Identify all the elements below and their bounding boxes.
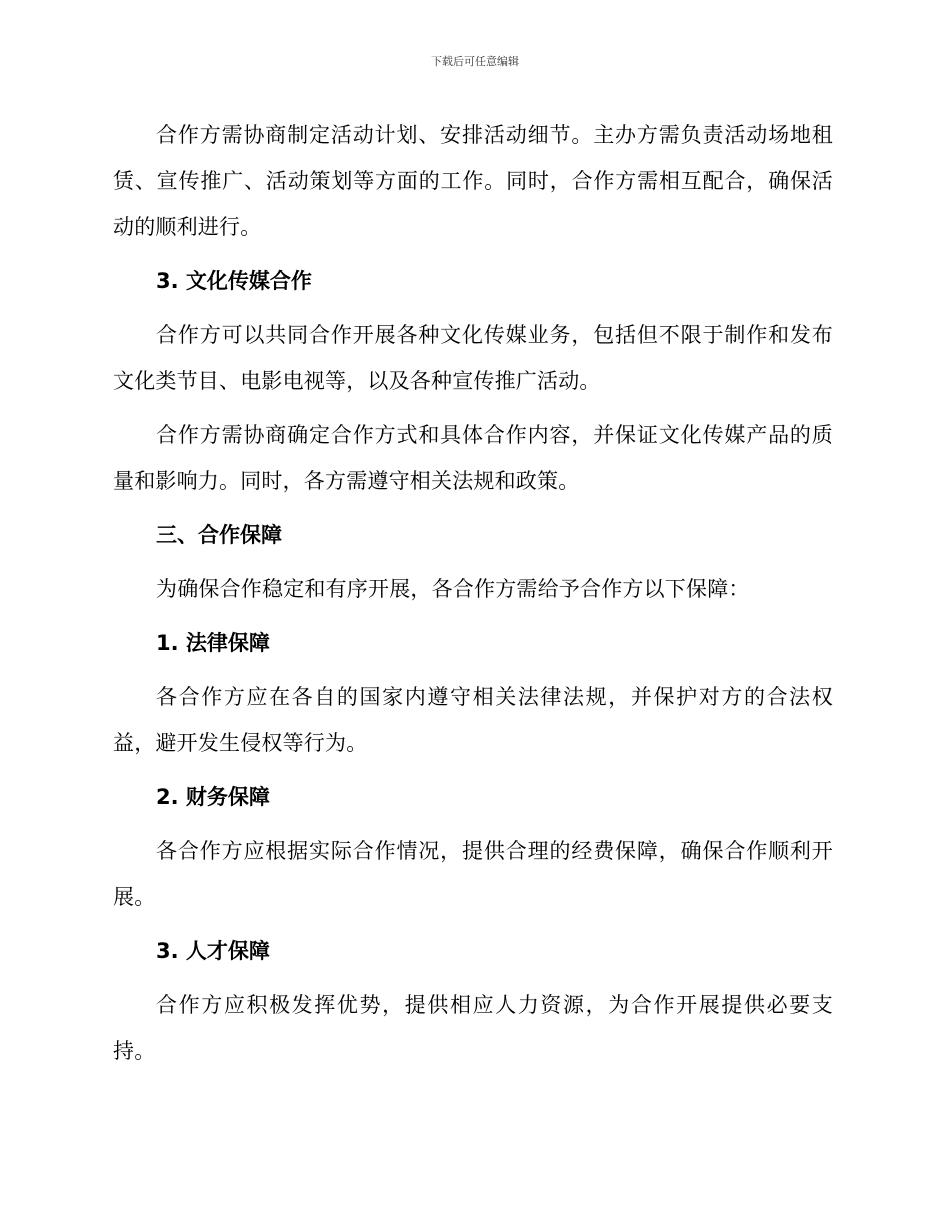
document-body bbox=[113, 112, 833, 1082]
paragraph-activity-planning: 合作方需协商制定活动计划、安排活动细节。主办方需负责活动场地租赁、宣传推广、活动策划等方面的工作。同时，合作方需相互配合，确保活动的顺利进行。 bbox=[113, 123, 833, 239]
heading-finance-guarantee: 2. 财务保障 bbox=[156, 785, 270, 809]
paragraph-legal-guarantee: 各合作方应在各自的国家内遵守相关法律法规，并保护对方的合法权益，避开发生侵权等行为。 bbox=[113, 685, 833, 755]
paragraph-guarantee-intro: 为确保合作稳定和有序开展，各合作方需给予合作方以下保障： bbox=[156, 577, 750, 601]
heading-legal-guarantee: 1. 法律保障 bbox=[156, 631, 270, 655]
paragraph-culture-media-quality: 合作方需协商确定合作方式和具体合作内容，并保证文化传媒产品的质量和影响力。同时，各方需遵守相关法规和政策。 bbox=[113, 423, 833, 493]
heading-culture-media: 3. 文化传媒合作 bbox=[156, 269, 312, 293]
heading-talent-guarantee: 3. 人才保障 bbox=[156, 939, 270, 963]
paragraph-culture-media-business: 合作方可以共同合作开展各种文化传媒业务，包括但不限于制作和发布文化类节目、电影电视等，以及各种宣传推广活动。 bbox=[113, 323, 833, 393]
paragraph-finance-guarantee: 各合作方应根据实际合作情况，提供合理的经费保障，确保合作顺利开展。 bbox=[113, 839, 833, 909]
paragraph-talent-guarantee: 合作方应积极发挥优势，提供相应人力资源，为合作开展提供必要支持。 bbox=[113, 993, 833, 1063]
heading-cooperation-guarantee: 三、合作保障 bbox=[156, 523, 282, 547]
page-header: 下载后可任意编辑 bbox=[431, 55, 519, 68]
